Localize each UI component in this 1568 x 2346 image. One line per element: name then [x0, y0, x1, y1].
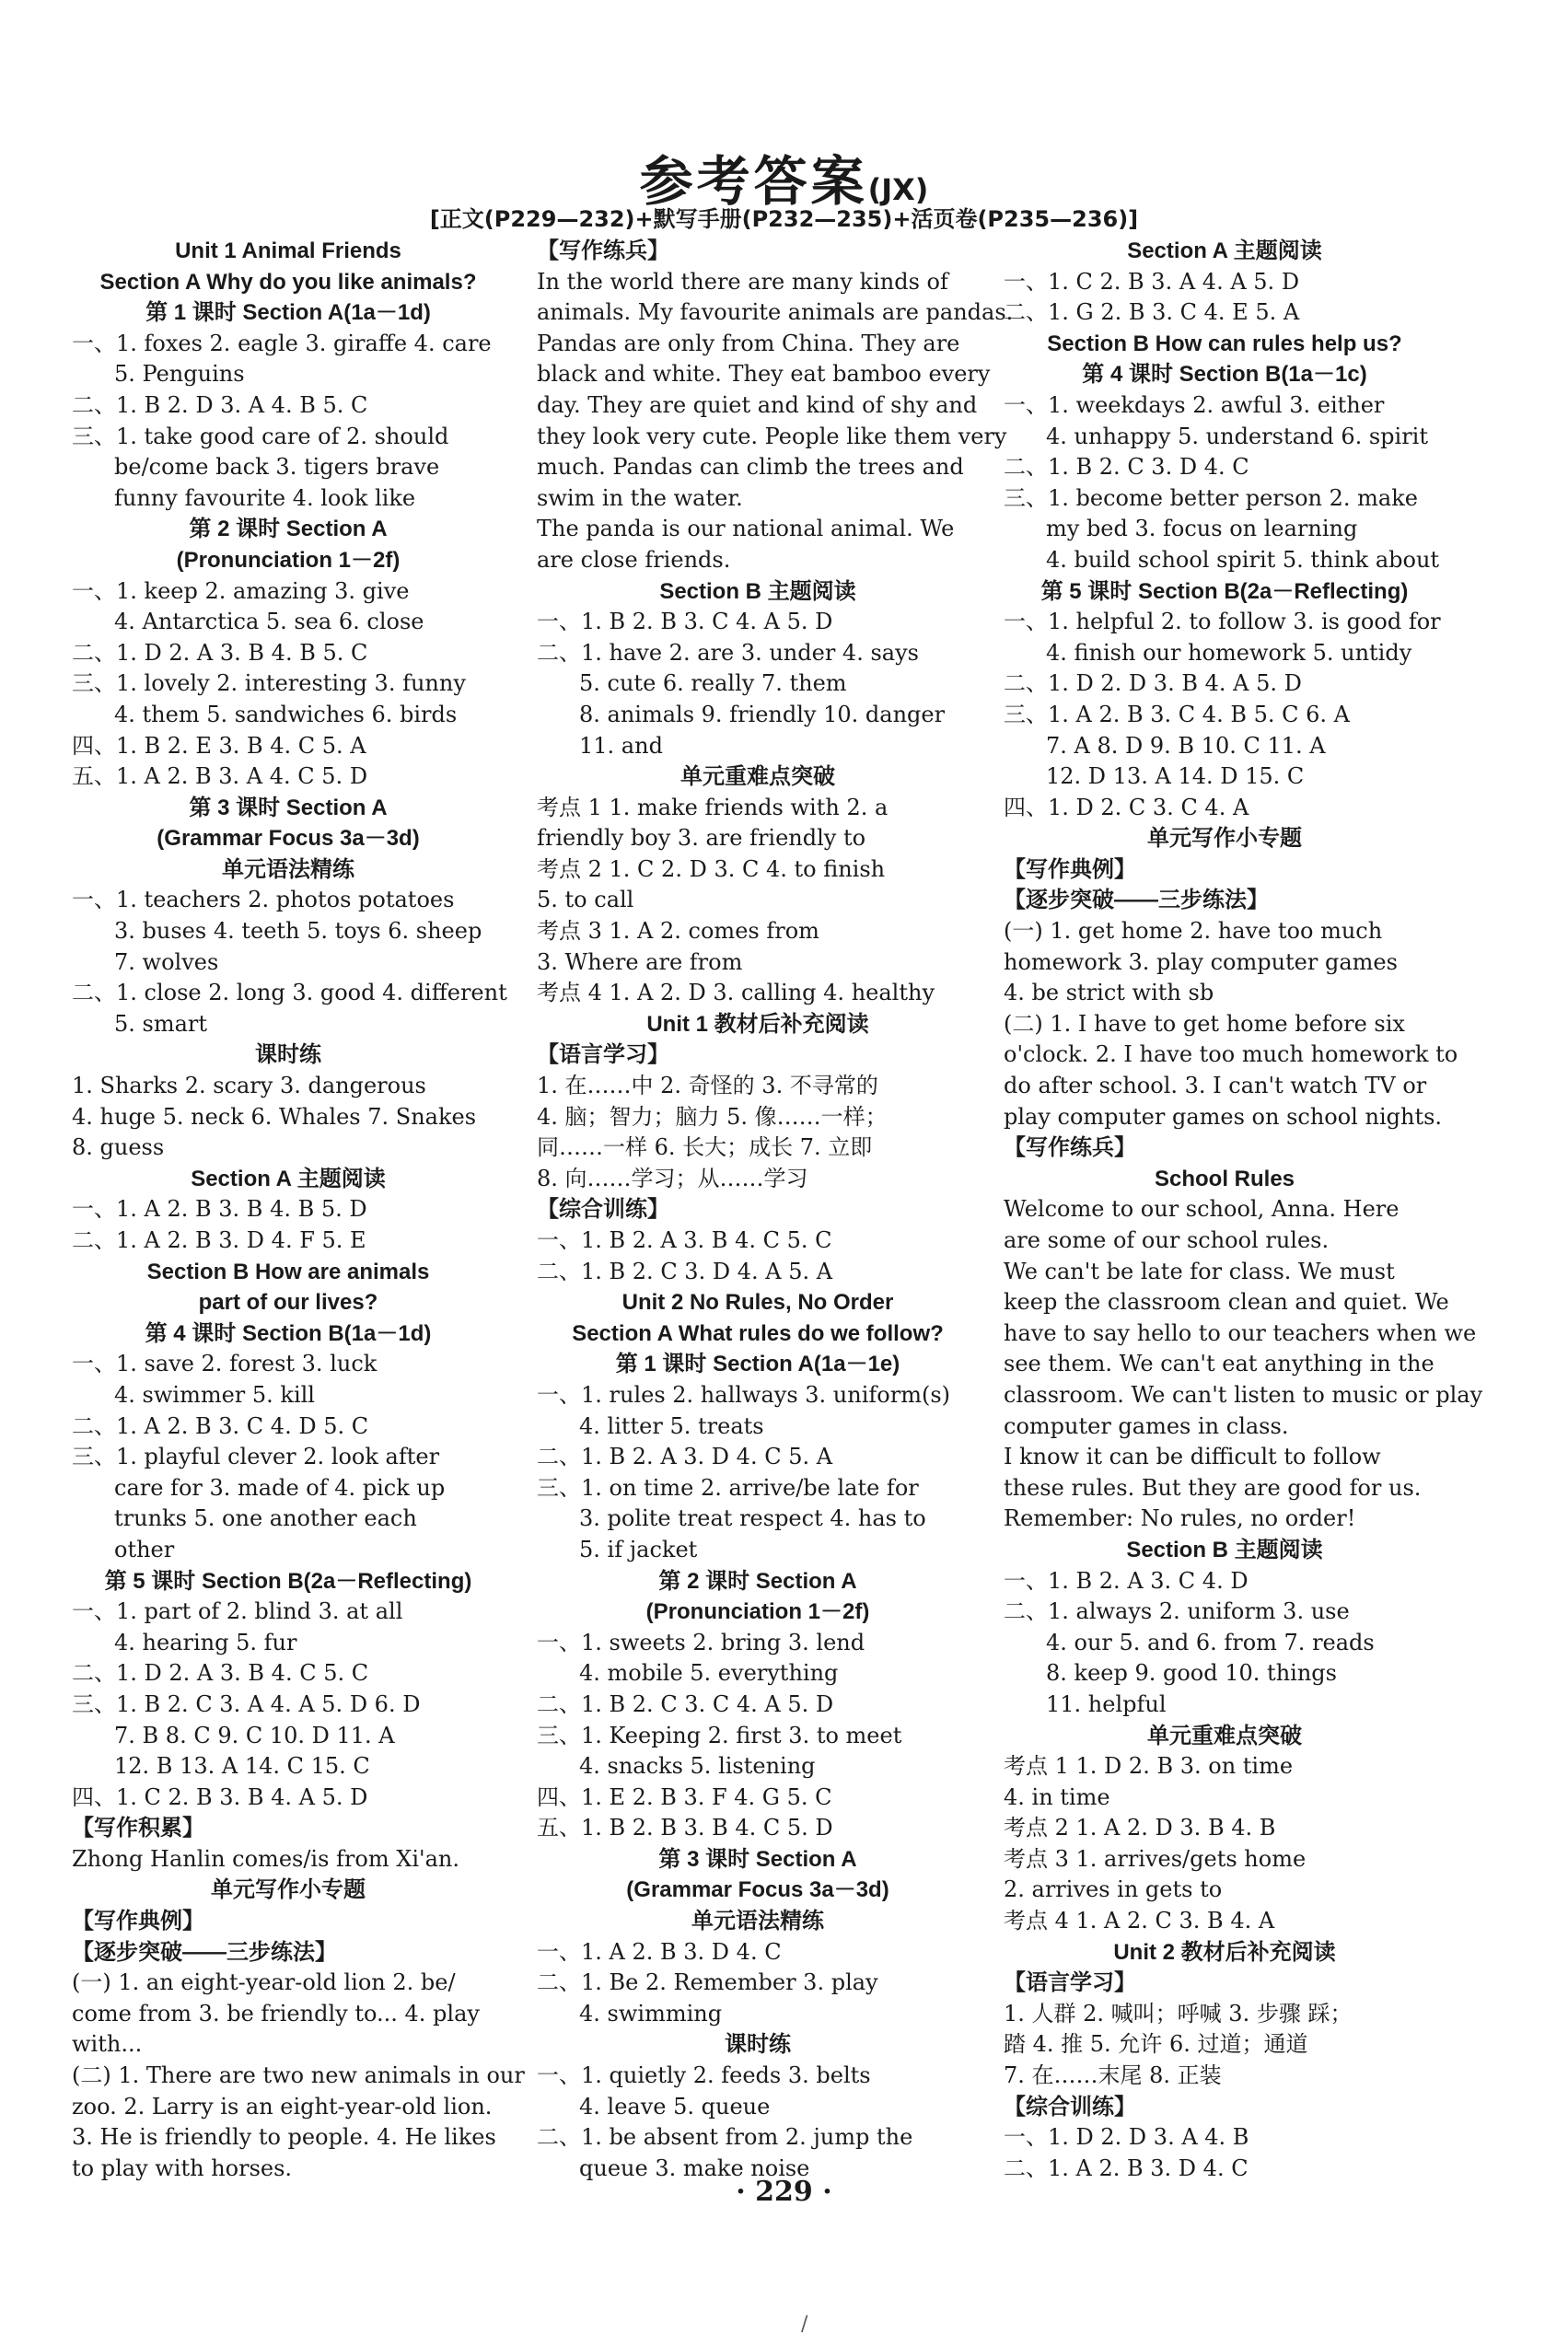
answer-line: part of our lives?: [198, 1290, 378, 1316]
answer-line: 【语言学习】: [537, 1042, 669, 1068]
answer-line: they look very cute. People like them very: [537, 423, 1007, 449]
answer-line: 三、1. on time 2. arrive/be late for: [537, 1474, 919, 1501]
answer-line: 三、1. Keeping 2. first 3. to meet: [537, 1722, 902, 1748]
answer-line: 二、1. D 2. D 3. B 4. A 5. D: [1004, 670, 1302, 697]
answer-line: 1. 在……中 2. 奇怪的 3. 不寻常的: [537, 1073, 878, 1099]
answer-line: trunks 5. one another each: [114, 1505, 417, 1532]
answer-line: 7. A 8. D 9. B 10. C 11. A: [1046, 732, 1326, 759]
answer-line: much. Pandas can climb the trees and: [537, 454, 964, 481]
answer-line: 1. Sharks 2. scary 3. dangerous: [72, 1073, 426, 1099]
answer-line: 考点 4 1. A 2. C 3. B 4. A: [1004, 1908, 1275, 1934]
answer-line: 5. to call: [537, 887, 634, 913]
answer-line: care for 3. made of 4. pick up: [114, 1474, 446, 1501]
answer-line: 考点 1 1. make friends with 2. a: [537, 794, 889, 820]
answer-line: Pandas are only from China. They are: [537, 330, 960, 356]
answer-line: 一、1. B 2. B 3. C 4. A 5. D: [537, 609, 833, 635]
answer-line: 8. animals 9. friendly 10. danger: [579, 701, 946, 727]
answer-line: Section B 主题阅读: [659, 578, 856, 604]
answer-line: 二、1. Be 2. Remember 3. play: [537, 1969, 878, 1996]
answer-line: 三、1. become better person 2. make: [1004, 484, 1418, 511]
answer-line: have to say hello to our teachers when we: [1004, 1319, 1477, 1346]
answer-line: 一、1. B 2. A 3. C 4. D: [1004, 1567, 1249, 1594]
answer-line: 一、1. part of 2. blind 3. at all: [72, 1598, 403, 1625]
answer-line: 一、1. D 2. D 3. A 4. B: [1004, 2124, 1249, 2151]
answer-line: 二、1. have 2. are 3. under 4. says: [537, 639, 919, 666]
answer-line: see them. We can't eat anything in the: [1004, 1351, 1434, 1377]
answer-line: 二、1. B 2. A 3. D 4. C 5. A: [537, 1444, 833, 1470]
answer-line: 一、1. rules 2. hallways 3. uniform(s): [537, 1381, 951, 1408]
answer-line: 四、1. B 2. E 3. B 4. C 5. A: [72, 732, 366, 759]
answer-line: to play with horses.: [72, 2154, 293, 2181]
answer-line: 4. be strict with sb: [1004, 980, 1214, 1006]
answer-line: 4. build school spirit 5. think about: [1046, 546, 1440, 573]
answer-line: 课时练: [255, 1042, 321, 1068]
answer-line: 4. litter 5. treats: [579, 1412, 764, 1439]
answer-line: 【综合训练】: [1004, 2094, 1136, 2120]
answer-line: Section B How can rules help us?: [1047, 331, 1402, 356]
answer-line: other: [114, 1536, 175, 1562]
answer-line: 二、1. B 2. C 3. C 4. A 5. D: [537, 1690, 834, 1717]
answer-column-2: [537, 236, 1014, 2181]
answer-line: 4. unhappy 5. understand 6. spirit: [1046, 423, 1428, 449]
answer-line: computer games in class.: [1004, 1412, 1289, 1439]
answer-line: 4. huge 5. neck 6. Whales 7. Snakes: [72, 1103, 477, 1130]
answer-line: We can't be late for class. We must: [1004, 1258, 1395, 1284]
title-suffix: (JX): [867, 172, 929, 207]
footer-mark: /: [801, 2313, 808, 2336]
answer-line: 考点 1 1. D 2. B 3. on time: [1004, 1753, 1294, 1780]
answer-line: 同……一样 6. 长大；成长 7. 立即: [537, 1134, 873, 1161]
answer-line: be/come back 3. tigers brave: [114, 454, 440, 481]
answer-line: Section A What rules do we follow?: [572, 1320, 944, 1346]
answer-line: 4. swimmer 5. kill: [114, 1381, 315, 1408]
answer-line: (Grammar Focus 3a－3d): [626, 1877, 889, 1903]
answer-line: 单元重难点突破: [1147, 1723, 1302, 1748]
answer-line: Unit 1 教材后补充阅读: [646, 1011, 869, 1037]
answer-line: 4. hearing 5. fur: [114, 1629, 297, 1655]
answer-line: (Pronunciation 1－2f): [176, 547, 401, 573]
answer-line: 单元语法精练: [691, 1909, 824, 1934]
answer-line: 7. 在……末尾 8. 正装: [1004, 2062, 1222, 2089]
answer-line: 5. cute 6. really 7. them: [579, 670, 847, 697]
answer-line: 二、1. D 2. A 3. B 4. B 5. C: [72, 639, 368, 666]
answer-line: Remember: No rules, no order!: [1004, 1505, 1356, 1532]
answer-line: 三、1. B 2. C 3. A 4. A 5. D 6. D: [72, 1690, 421, 1717]
answer-line: 二、1. D 2. A 3. B 4. C 5. C: [72, 1660, 369, 1687]
answer-line: Unit 2 教材后补充阅读: [1113, 1939, 1336, 1965]
answer-line: 5. smart: [114, 1010, 208, 1037]
answer-line: 一、1. helpful 2. to follow 3. is good for: [1004, 609, 1441, 635]
answer-line: 【写作积累】: [72, 1816, 204, 1841]
answer-line: 第 3 课时 Section A: [189, 795, 388, 820]
answer-line: I know it can be difficult to follow: [1004, 1444, 1381, 1470]
answer-line: black and white. They eat bamboo every: [537, 361, 991, 388]
answer-column-3: [1004, 236, 1483, 2181]
answer-line: 8. guess: [72, 1134, 165, 1161]
answer-line: 4. mobile 5. everything: [579, 1660, 839, 1687]
answer-line: 4. our 5. and 6. from 7. reads: [1046, 1629, 1375, 1655]
answer-line: 5. if jacket: [579, 1536, 698, 1562]
answer-line: 一、1. keep 2. amazing 3. give: [72, 577, 410, 604]
answer-line: 二、1. be absent from 2. jump the: [537, 2124, 913, 2151]
answer-line: animals. My favourite animals are pandas.: [537, 299, 1014, 326]
answer-line: 12. D 13. A 14. D 15. C: [1046, 763, 1305, 790]
answer-line: do after school. 3. I can't watch TV or: [1004, 1073, 1427, 1099]
answer-line: 四、1. E 2. B 3. F 4. G 5. C: [537, 1783, 832, 1810]
answer-line: 【写作练兵】: [1004, 1135, 1136, 1161]
page-subtitle: [正文(P229—232)+默写手册(P232—235)+活页卷(P235—236)]: [429, 206, 1139, 232]
answer-line: 一、1. quietly 2. feeds 3. belts: [537, 2062, 871, 2089]
answer-line: 单元重难点突破: [680, 764, 835, 790]
answer-line: Section A 主题阅读: [1127, 238, 1322, 263]
answer-line: o'clock. 2. I have too much homework to: [1004, 1041, 1458, 1068]
answer-line: are close friends.: [537, 546, 731, 573]
answer-line: 一、1. B 2. A 3. B 4. C 5. C: [537, 1227, 832, 1253]
answer-line: 五、1. B 2. B 3. B 4. C 5. D: [537, 1815, 833, 1841]
answer-line: 4. Antarctica 5. sea 6. close: [114, 609, 424, 635]
answer-line: these rules. But they are good for us.: [1004, 1474, 1422, 1501]
page-number: · 229 ·: [736, 2176, 832, 2208]
answer-line: 二、1. G 2. B 3. C 4. E 5. A: [1004, 299, 1300, 326]
answer-line: Section A 主题阅读: [191, 1166, 386, 1191]
answer-line: with...: [72, 2031, 143, 2058]
answer-line: 考点 3 1. arrives/gets home: [1004, 1845, 1307, 1872]
answer-line: 考点 4 1. A 2. D 3. calling 4. healthy: [537, 980, 935, 1006]
answer-line: 四、1. D 2. C 3. C 4. A: [1004, 794, 1249, 820]
answer-line: 一、1. weekdays 2. awful 3. either: [1004, 391, 1385, 418]
answer-line: Zhong Hanlin comes/is from Xi'an.: [72, 1845, 459, 1872]
answer-line: day. They are quiet and kind of shy and: [537, 391, 978, 418]
answer-line: friendly boy 3. are friendly to: [537, 825, 866, 852]
answer-line: play computer games on school nights.: [1004, 1103, 1443, 1130]
answer-line: Unit 1 Animal Friends: [175, 238, 401, 263]
answer-line: 4. in time: [1004, 1783, 1110, 1810]
answer-line: 一、1. save 2. forest 3. luck: [72, 1351, 377, 1377]
answer-line: 8. 向……学习；从……学习: [537, 1165, 808, 1191]
answer-line: are some of our school rules.: [1004, 1227, 1330, 1253]
answer-line: Section A Why do you like animals?: [99, 269, 477, 295]
answer-line: 二、1. B 2. C 3. D 4. A 5. A: [537, 1258, 833, 1284]
answer-line: 4. swimming: [579, 2000, 723, 2027]
answer-line: Unit 2 No Rules, No Order: [621, 1290, 894, 1316]
answer-line: Section B How are animals: [146, 1259, 430, 1284]
answer-line: 3. polite treat respect 4. has to: [579, 1505, 926, 1532]
answer-line: 一、1. teachers 2. photos potatoes: [72, 887, 455, 913]
answer-line: 3. He is friendly to people. 4. He likes: [72, 2124, 496, 2151]
answer-line: queue 3. make noise: [579, 2154, 810, 2181]
answer-line: 考点 2 1. C 2. D 3. C 4. to finish: [537, 855, 886, 882]
answer-line: 四、1. C 2. B 3. B 4. A 5. D: [72, 1783, 368, 1810]
answer-line: 【写作练兵】: [537, 238, 669, 263]
answer-line: 二、1. always 2. uniform 3. use: [1004, 1598, 1350, 1625]
answer-line: 4. them 5. sandwiches 6. birds: [114, 701, 458, 727]
answer-line: 一、1. sweets 2. bring 3. lend: [537, 1629, 865, 1655]
answer-line: 第 1 课时 Section A(1a－1e): [615, 1352, 900, 1377]
answer-line: 三、1. lovely 2. interesting 3. funny: [72, 670, 466, 697]
answer-column-1: [72, 236, 525, 2181]
answer-line: Section B 主题阅读: [1126, 1537, 1323, 1562]
answer-line: 【写作典例】: [1004, 856, 1136, 882]
answer-line: 三、1. take good care of 2. should: [72, 423, 449, 449]
answer-line: 踏 4. 推 5. 允许 6. 过道；通道: [1004, 2031, 1308, 2058]
answer-line: 7. wolves: [114, 948, 219, 975]
answer-line: 三、1. A 2. B 3. C 4. B 5. C 6. A: [1004, 701, 1350, 727]
answer-line: 考点 3 1. A 2. comes from: [537, 918, 819, 945]
answer-line: (二) 1. I have to get home before six: [1004, 1010, 1405, 1037]
answer-line: 二、1. B 2. C 3. D 4. C: [1004, 454, 1249, 481]
answer-line: 11. and: [579, 732, 663, 759]
answer-line: 【语言学习】: [1004, 1970, 1136, 1996]
answer-line: 单元写作小专题: [211, 1877, 366, 1903]
answer-line: 一、1. A 2. B 3. B 4. B 5. D: [72, 1196, 367, 1223]
answer-line: funny favourite 4. look like: [114, 484, 416, 511]
answer-line: School Rules: [1154, 1166, 1295, 1191]
answer-line: 【写作典例】: [72, 1909, 204, 1934]
answer-line: In the world there are many kinds of: [537, 268, 948, 295]
answer-line: 一、1. foxes 2. eagle 3. giraffe 4. care: [72, 330, 492, 356]
answer-line: 第 4 课时 Section B(1a－1d): [145, 1320, 432, 1346]
answer-line: 第 2 课时 Section A: [189, 517, 388, 542]
answer-line: 二、1. B 2. D 3. A 4. B 5. C: [72, 391, 368, 418]
answer-line: 二、1. A 2. B 3. C 4. D 5. C: [72, 1412, 369, 1439]
answer-line: (二) 1. There are two new animals in our: [72, 2062, 525, 2089]
answer-line: 4. finish our homework 5. untidy: [1046, 639, 1412, 666]
answer-line: 课时练: [725, 2032, 791, 2058]
answer-line: 第 5 课时 Section B(2a－Reflecting): [1040, 578, 1409, 604]
answer-line: 3. buses 4. teeth 5. toys 6. sheep: [114, 918, 482, 945]
answer-line: 单元写作小专题: [1147, 826, 1302, 852]
answer-line: 考点 2 1. A 2. D 3. B 4. B: [1004, 1815, 1276, 1841]
answer-line: The panda is our national animal. We: [537, 516, 955, 542]
answer-line: 单元语法精练: [222, 856, 354, 882]
answer-line: swim in the water.: [537, 484, 743, 511]
answer-line: (一) 1. an eight-year-old lion 2. be/: [72, 1969, 456, 1996]
answer-line: 【逐步突破——三步练法】: [1004, 888, 1269, 913]
answer-line: 一、1. A 2. B 3. D 4. C: [537, 1938, 782, 1965]
answer-line: 第 1 课时 Section A(1a－1d): [145, 300, 431, 326]
answer-line: 一、1. C 2. B 3. A 4. A 5. D: [1004, 268, 1300, 295]
answer-line: come from 3. be friendly to... 4. play: [72, 2000, 480, 2027]
answer-line: 五、1. A 2. B 3. A 4. C 5. D: [72, 763, 368, 790]
answer-line: 【综合训练】: [537, 1197, 669, 1223]
answer-line: 7. B 8. C 9. C 10. D 11. A: [114, 1722, 395, 1748]
answer-line: (一) 1. get home 2. have too much: [1004, 918, 1383, 945]
answer-line: 4. leave 5. queue: [579, 2093, 771, 2120]
answer-line: 三、1. playful clever 2. look after: [72, 1444, 440, 1470]
answer-line: homework 3. play computer games: [1004, 948, 1398, 975]
answer-line: 2. arrives in gets to: [1004, 1876, 1223, 1903]
answer-line: 第 5 课时 Section B(2a－Reflecting): [104, 1568, 472, 1594]
answer-line: 5. Penguins: [114, 361, 245, 388]
answer-line: 11. helpful: [1046, 1690, 1167, 1717]
answer-line: zoo. 2. Larry is an eight-year-old lion.: [72, 2093, 493, 2120]
answer-line: 第 4 课时 Section B(1a－1c): [1082, 362, 1367, 388]
title-text: 参考答案: [639, 150, 868, 213]
answer-line: 4. snacks 5. listening: [579, 1753, 816, 1780]
answer-line: 第 3 课时 Section A: [658, 1846, 857, 1872]
answer-line: (Pronunciation 1－2f): [645, 1599, 870, 1625]
answer-line: 3. Where are from: [537, 948, 743, 975]
answer-line: 二、1. A 2. B 3. D 4. C: [1004, 2154, 1249, 2181]
answer-line: 8. keep 9. good 10. things: [1046, 1660, 1337, 1687]
answer-line: 二、1. A 2. B 3. D 4. F 5. E: [72, 1227, 366, 1253]
answer-line: keep the classroom clean and quiet. We: [1004, 1289, 1449, 1316]
answer-line: (Grammar Focus 3a－3d): [157, 826, 420, 852]
answer-line: 【逐步突破——三步练法】: [72, 1939, 337, 1965]
answer-line: Welcome to our school, Anna. Here: [1004, 1196, 1400, 1223]
answer-line: my bed 3. focus on learning: [1046, 516, 1358, 542]
answer-line: classroom. We can't listen to music or play: [1004, 1381, 1483, 1408]
answer-line: 第 2 课时 Section A: [658, 1568, 857, 1594]
answer-line: 二、1. close 2. long 3. good 4. different: [72, 980, 507, 1006]
answer-line: 1. 人群 2. 喊叫；呼喊 3. 步骤 踩；: [1004, 2000, 1353, 2027]
answer-line: 12. B 13. A 14. C 15. C: [114, 1753, 370, 1780]
answer-line: 4. 脑；智力；脑力 5. 像……一样；: [537, 1103, 888, 1130]
